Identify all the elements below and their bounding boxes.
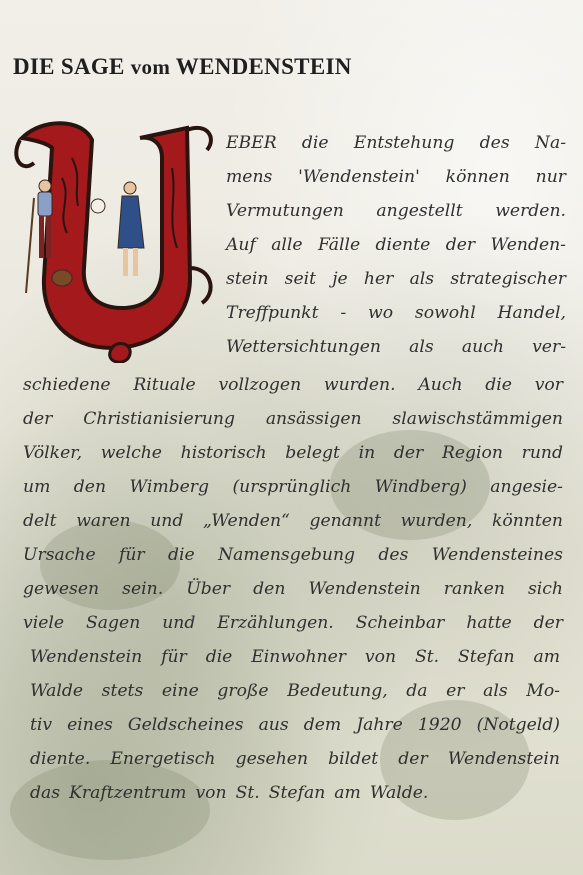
word: Walde bbox=[30, 681, 84, 701]
word: nur bbox=[535, 167, 566, 187]
word: Wendenstein bbox=[447, 749, 560, 769]
word: Erzählungen. bbox=[217, 613, 334, 633]
word: Völker, bbox=[23, 443, 83, 463]
word: hatte bbox=[466, 613, 512, 633]
title-main: DIE SAGE bbox=[13, 54, 131, 79]
word: strategischer bbox=[450, 269, 566, 289]
initial-flourish bbox=[110, 343, 131, 362]
word: sein. bbox=[122, 579, 164, 599]
word: 'Wendenstein' bbox=[298, 167, 420, 187]
word: des bbox=[479, 133, 510, 153]
word: vor bbox=[534, 375, 563, 395]
word: St. bbox=[235, 783, 260, 803]
word: schiedene bbox=[23, 375, 111, 395]
word: Auch bbox=[418, 375, 463, 395]
word: große bbox=[217, 681, 269, 701]
word: Kraftzentrum bbox=[69, 783, 187, 803]
word: um bbox=[23, 477, 51, 497]
word: am bbox=[334, 783, 361, 803]
word: für bbox=[119, 545, 145, 565]
word: des bbox=[378, 545, 409, 565]
word: wurden, bbox=[400, 511, 473, 531]
word: (ursprünglich bbox=[232, 477, 352, 497]
word: belegt bbox=[285, 443, 340, 463]
word: aus bbox=[258, 715, 289, 735]
word: Sagen bbox=[86, 613, 141, 633]
word: seit bbox=[284, 269, 317, 289]
word: delt bbox=[23, 511, 57, 531]
word: eine bbox=[161, 681, 199, 701]
word: Christianisierung bbox=[83, 409, 236, 429]
word: Scheinbar bbox=[355, 613, 445, 633]
word: her bbox=[363, 269, 394, 289]
word: eines bbox=[67, 715, 113, 735]
word: Geldscheines bbox=[127, 715, 244, 735]
word: ansässigen bbox=[265, 409, 362, 429]
word: auch bbox=[461, 337, 504, 357]
word: die bbox=[168, 545, 195, 565]
word: slawischstämmigen bbox=[392, 409, 563, 429]
word: Walde. bbox=[369, 783, 429, 803]
word: genannt bbox=[309, 511, 381, 531]
word: dem bbox=[303, 715, 342, 735]
word: den bbox=[73, 477, 107, 497]
word: wo bbox=[368, 303, 394, 323]
word: Bedeutung, bbox=[287, 681, 388, 701]
word: Entstehung bbox=[353, 133, 455, 153]
word: können bbox=[445, 167, 510, 187]
word: je bbox=[332, 269, 348, 289]
word: Über bbox=[186, 579, 231, 599]
word: EBER bbox=[226, 133, 277, 153]
word: Region bbox=[441, 443, 503, 463]
word: für bbox=[161, 647, 187, 667]
word: diente. bbox=[30, 749, 91, 769]
word: gewesen bbox=[23, 579, 100, 599]
weathering-stain bbox=[10, 760, 210, 860]
word: und bbox=[162, 613, 196, 633]
word: er bbox=[446, 681, 465, 701]
initial-flourish bbox=[190, 268, 211, 303]
word: am bbox=[533, 647, 560, 667]
word: Auf bbox=[226, 235, 256, 255]
word: Stefan bbox=[268, 783, 326, 803]
word: ver- bbox=[532, 337, 566, 357]
word: 1920 bbox=[417, 715, 462, 735]
word: von bbox=[195, 783, 227, 803]
initial-flourish bbox=[187, 128, 211, 150]
page-title bbox=[13, 54, 352, 80]
word: vollzogen bbox=[218, 375, 302, 395]
word: Namensgebung bbox=[218, 545, 356, 565]
word: stein bbox=[226, 269, 269, 289]
word: Treffpunkt bbox=[226, 303, 319, 323]
word: Na- bbox=[534, 133, 566, 153]
word: alle bbox=[271, 235, 303, 255]
word: könnten bbox=[491, 511, 563, 531]
woman-figure bbox=[91, 182, 144, 276]
word: Energetisch bbox=[110, 749, 216, 769]
word: welche bbox=[100, 443, 162, 463]
word: rund bbox=[521, 443, 563, 463]
word: waren bbox=[76, 511, 131, 531]
word: sich bbox=[527, 579, 563, 599]
word: Vermutungen bbox=[226, 201, 344, 221]
word: als bbox=[409, 269, 435, 289]
word: - bbox=[340, 303, 347, 323]
word: Ursache bbox=[23, 545, 96, 565]
word: in bbox=[358, 443, 376, 463]
word: von bbox=[364, 647, 397, 667]
word: Wendenstein bbox=[308, 579, 421, 599]
word: Stefan bbox=[458, 647, 515, 667]
word: die bbox=[301, 133, 329, 153]
word: bildet bbox=[328, 749, 379, 769]
illuminated-initial-u bbox=[12, 118, 220, 363]
word: „Wenden“ bbox=[203, 511, 290, 531]
word: und bbox=[150, 511, 184, 531]
word: ranken bbox=[443, 579, 505, 599]
word: Windberg) bbox=[374, 477, 467, 497]
word: tiv bbox=[30, 715, 53, 735]
word: wurden. bbox=[323, 375, 396, 395]
word: stets bbox=[101, 681, 144, 701]
word: die bbox=[485, 375, 512, 395]
word: werden. bbox=[495, 201, 566, 221]
word: der bbox=[393, 443, 424, 463]
word: der bbox=[398, 749, 428, 769]
word: der bbox=[533, 613, 563, 633]
word: viele bbox=[23, 613, 65, 633]
word: gesehen bbox=[235, 749, 309, 769]
word: Wenden- bbox=[490, 235, 566, 255]
word: da bbox=[406, 681, 428, 701]
word: Wettersichtungen bbox=[226, 337, 381, 357]
word: der bbox=[445, 235, 476, 255]
word: Wendensteines bbox=[431, 545, 563, 565]
word: angestellt bbox=[376, 201, 463, 221]
word: diente bbox=[375, 235, 431, 255]
word: mens bbox=[226, 167, 273, 187]
word: angesie- bbox=[490, 477, 563, 497]
word: Rituale bbox=[133, 375, 196, 395]
word: den bbox=[253, 579, 286, 599]
word: der bbox=[23, 409, 53, 429]
word: Handel, bbox=[497, 303, 566, 323]
title-end: WENDENSTEIN bbox=[170, 54, 352, 79]
word: Wendenstein bbox=[30, 647, 143, 667]
word: (Notgeld) bbox=[476, 715, 560, 735]
word: Mo- bbox=[526, 681, 560, 701]
title-mid: vom bbox=[130, 55, 171, 79]
word: Fälle bbox=[317, 235, 361, 255]
word: Jahre bbox=[356, 715, 403, 735]
word: als bbox=[409, 337, 434, 357]
word: historisch bbox=[180, 443, 267, 463]
word: St. bbox=[414, 647, 440, 667]
word: das bbox=[30, 783, 61, 803]
word: Einwohner bbox=[251, 647, 346, 667]
initial-flourish bbox=[16, 140, 34, 166]
word: sowohl bbox=[414, 303, 476, 323]
word: Wimberg bbox=[129, 477, 210, 497]
word: als bbox=[483, 681, 508, 701]
word: die bbox=[205, 647, 233, 667]
